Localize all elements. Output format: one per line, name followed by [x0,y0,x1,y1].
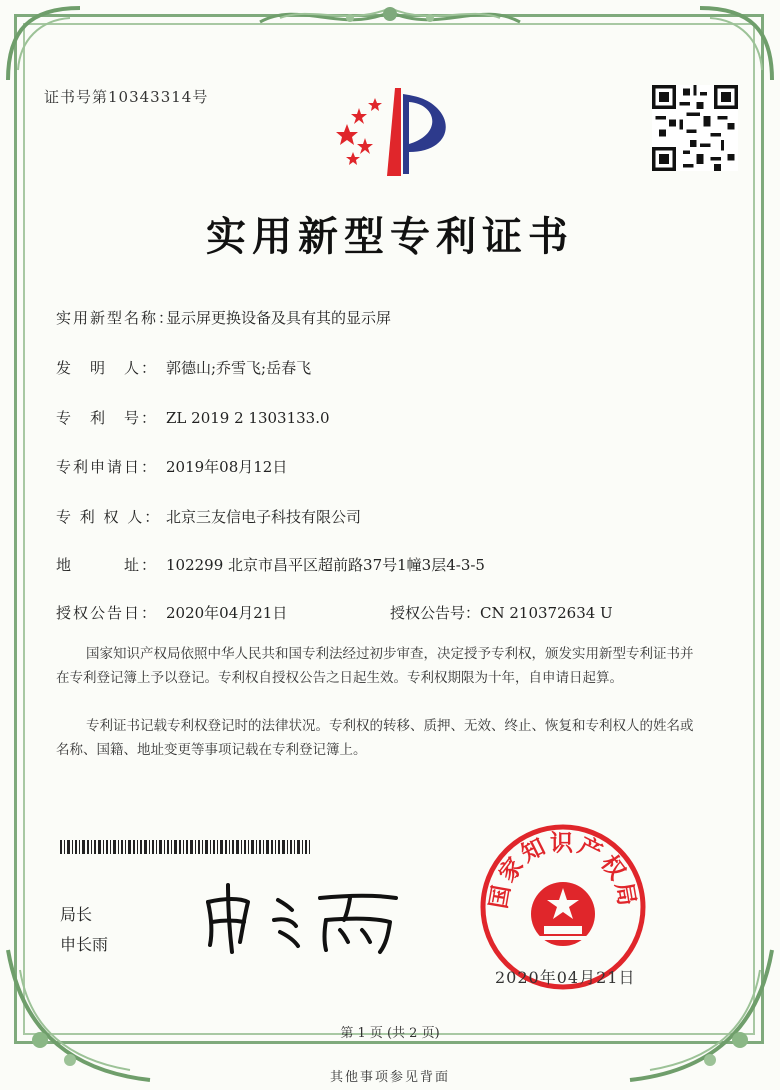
field-patentee [56,506,361,527]
seal-text: 国家知识产权局 [485,830,641,911]
field-label: 实用新型名称： [56,309,176,327]
field-utility-model-name [56,307,391,328]
field-value: ZL 2019 2 1303133.0 [166,409,330,427]
field-value: CN 210372634 U [480,604,613,622]
handwritten-signature [200,880,405,955]
top-ornament [250,0,530,34]
qr-code-icon [652,85,738,171]
signatory-name: 申长雨 [60,935,109,954]
field-patent-number [56,407,330,428]
seal-date: 2020年04月21日 [495,968,636,987]
page-number: 第 1 页 (共 2 页) [340,1026,440,1041]
cnipa-logo-icon [325,86,460,178]
legal-status-paragraph: 专利证书记载专利权登记时的法律状况。专利权的转移、质押、无效、终止、恢复和专利权人的姓名或名称、国籍、地址变更等事项记载在专利登记簿上。 [56,718,694,758]
field-value: 2020年04月21日 [166,604,288,622]
signatory-role: 局长 [60,905,93,924]
barcode-icon [60,840,310,854]
field-value: 显示屏更换设备及具有其的显示屏 [166,309,392,327]
field-label: 授权公告日： [56,604,159,622]
corner-ornament-tr [690,0,780,90]
field-label: 授权公告号： [390,604,481,622]
field-value: 2019年08月12日 [166,458,288,476]
corner-ornament-tl [0,0,90,90]
field-publication-date [56,602,287,623]
field-inventors [56,357,311,378]
field-address [56,554,485,575]
certificate-number: 证书号第10343314号 [44,88,209,106]
back-note: 其他事项参见背面 [329,1070,450,1085]
field-application-date [56,456,287,477]
field-label: 专利申请日： [56,458,159,476]
certificate-title: 实用新型专利证书 [206,213,574,260]
grant-paragraph: 国家知识产权局依照中华人民共和国专利法经过初步审查，决定授予专利权，颁发实用新型专利证书并在专利登记簿上予以登记。专利权自授权公告之日起生效。专利权期限为十年，自申请日起算。 [56,646,694,686]
field-publication-number [390,602,613,623]
field-label: 发 明 人： [56,359,159,377]
field-value: 102299 北京市昌平区超前路37号1幢3层4-3-5 [166,556,485,574]
field-label: 专 利 号： [56,409,159,427]
field-value: 北京三友信电子科技有限公司 [166,508,362,526]
field-value: 郭德山;乔雪飞;岳春飞 [166,359,312,377]
field-label: 地 址： [56,556,159,574]
field-label: 专 利 权 人： [56,508,162,526]
